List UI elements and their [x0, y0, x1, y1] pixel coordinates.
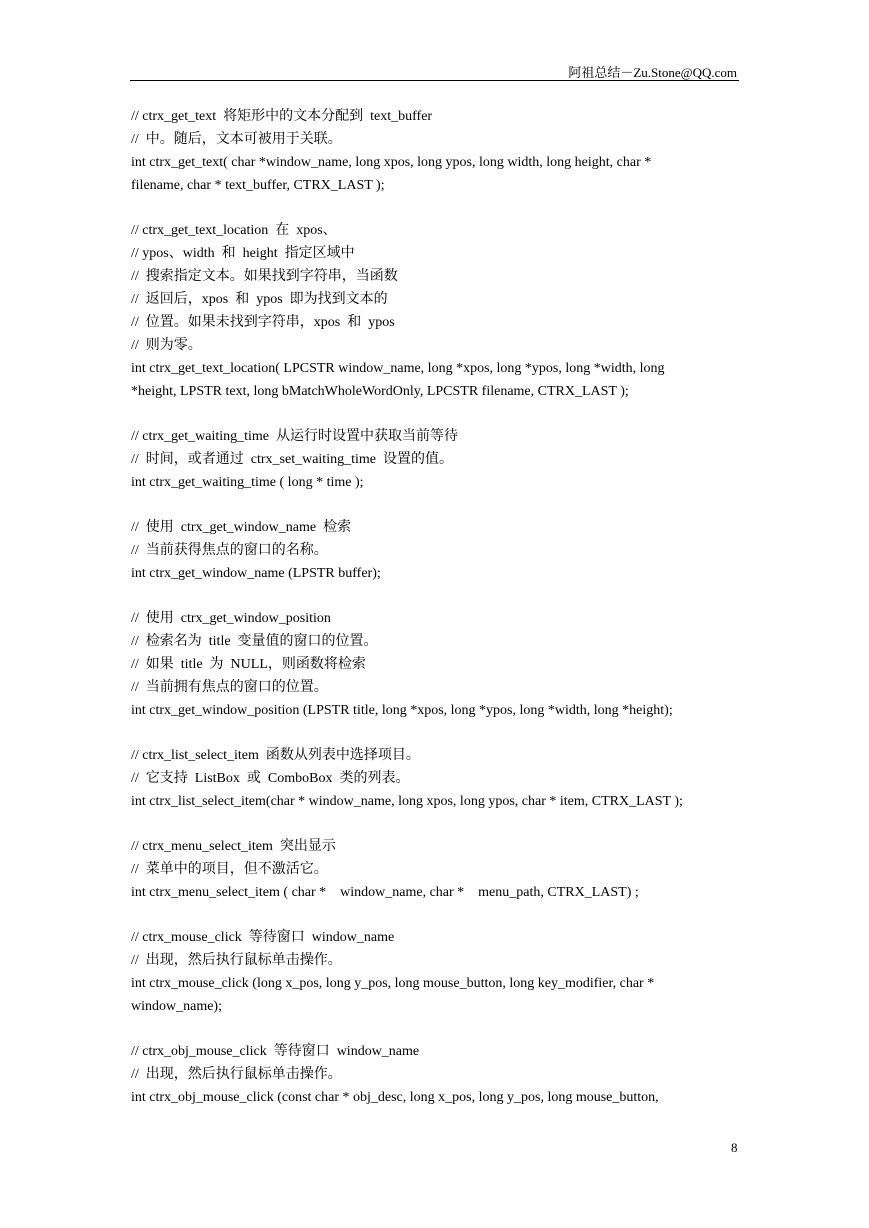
function-signature: int ctrx_get_text( char *window_name, long xpos, long ypos, long width, long height, char *: [131, 155, 652, 170]
comment-line: // 如果 title 为 NULL，则函数将检索: [131, 657, 366, 672]
comment-line: // 使用 ctrx_get_window_name 检索: [131, 520, 352, 535]
code-block-ctrx-mouse-click: [131, 926, 751, 1018]
blank-line: [131, 1018, 751, 1040]
code-block-ctrx-get-window-name: [131, 516, 751, 585]
comment-line: // ctrx_get_text_location 在 xpos、: [131, 223, 337, 238]
page-number: 8: [731, 1140, 738, 1155]
comment-line: // ctrx_get_text 将矩形中的文本分配到 text_buffer: [131, 109, 433, 124]
code-block-ctrx-get-window-position: [131, 607, 751, 722]
function-signature: int ctrx_list_select_item(char * window_name, long xpos, long ypos, char * item, CTRX_LAST );: [131, 794, 683, 809]
comment-line: // 出现，然后执行鼠标单击操作。: [131, 1067, 342, 1082]
code-block-ctrx-list-select-item: [131, 744, 751, 813]
comment-line: // 位置。如果未找到字符串，xpos 和 ypos: [131, 315, 395, 330]
code-block-ctrx-menu-select-item: [131, 835, 751, 904]
function-signature: filename, char * text_buffer, CTRX_LAST );: [131, 178, 385, 193]
function-signature: *height, LPSTR text, long bMatchWholeWordOnly, LPCSTR filename, CTRX_LAST );: [131, 384, 629, 399]
blank-line: [131, 494, 751, 516]
comment-line: // ctrx_menu_select_item 突出显示: [131, 839, 336, 854]
code-block-ctrx-get-text: [131, 105, 751, 197]
function-signature: int ctrx_mouse_click (long x_pos, long y_pos, long mouse_button, long key_modifier, char *: [131, 976, 655, 991]
code-block-ctrx-obj-mouse-click: [131, 1040, 751, 1109]
comment-line: // 返回后，xpos 和 ypos 即为找到文本的: [131, 292, 388, 307]
page-header: [130, 62, 739, 81]
blank-line: [131, 403, 751, 425]
function-signature: int ctrx_get_text_location( LPCSTR window_name, long *xpos, long *ypos, long *width, long: [131, 361, 665, 376]
blank-line: [131, 813, 751, 835]
comment-line: // 则为零。: [131, 338, 202, 353]
comment-line: // 中。随后，文本可被用于关联。: [131, 132, 342, 147]
comment-line: // ctrx_obj_mouse_click 等待窗口 window_name: [131, 1044, 420, 1059]
code-block-ctrx-get-waiting-time: [131, 425, 751, 494]
function-signature: int ctrx_get_window_name (LPSTR buffer);: [131, 566, 381, 581]
comment-line: // ctrx_get_waiting_time 从运行时设置中获取当前等待: [131, 429, 459, 444]
blank-line: [131, 585, 751, 607]
comment-line: // 检索名为 title 变量值的窗口的位置。: [131, 634, 378, 649]
function-signature: int ctrx_get_waiting_time ( long * time );: [131, 475, 364, 490]
blank-line: [131, 722, 751, 744]
comment-line: // ypos、width 和 height 指定区域中: [131, 246, 355, 261]
function-signature: int ctrx_get_window_position (LPSTR title, long *xpos, long *ypos, long *width, long *height);: [131, 703, 673, 718]
comment-line: // 出现，然后执行鼠标单击操作。: [131, 953, 342, 968]
comment-line: // 搜索指定文本。如果找到字符串，当函数: [131, 269, 398, 284]
blank-line: [131, 904, 751, 926]
comment-line: // 菜单中的项目，但不激活它。: [131, 862, 328, 877]
comment-line: // 使用 ctrx_get_window_position: [131, 611, 331, 626]
blank-line: [131, 197, 751, 219]
function-signature: int ctrx_menu_select_item ( char * window_name, char * menu_path, CTRX_LAST) ;: [131, 885, 639, 900]
function-signature: int ctrx_obj_mouse_click (const char * obj_desc, long x_pos, long y_pos, long mouse_button,: [131, 1090, 659, 1105]
document-body: [131, 105, 751, 1109]
comment-line: // 当前拥有焦点的窗口的位置。: [131, 680, 328, 695]
function-signature: window_name);: [131, 999, 222, 1014]
comment-line: // 它支持 ListBox 或 ComboBox 类的列表。: [131, 771, 410, 786]
header-text: 阿祖总结－Zu.Stone@QQ.com: [568, 65, 737, 80]
comment-line: // 当前获得焦点的窗口的名称。: [131, 543, 328, 558]
comment-line: // ctrx_mouse_click 等待窗口 window_name: [131, 930, 395, 945]
code-block-ctrx-get-text-location: [131, 219, 751, 403]
comment-line: // 时间，或者通过 ctrx_set_waiting_time 设置的值。: [131, 452, 453, 467]
comment-line: // ctrx_list_select_item 函数从列表中选择项目。: [131, 748, 420, 763]
